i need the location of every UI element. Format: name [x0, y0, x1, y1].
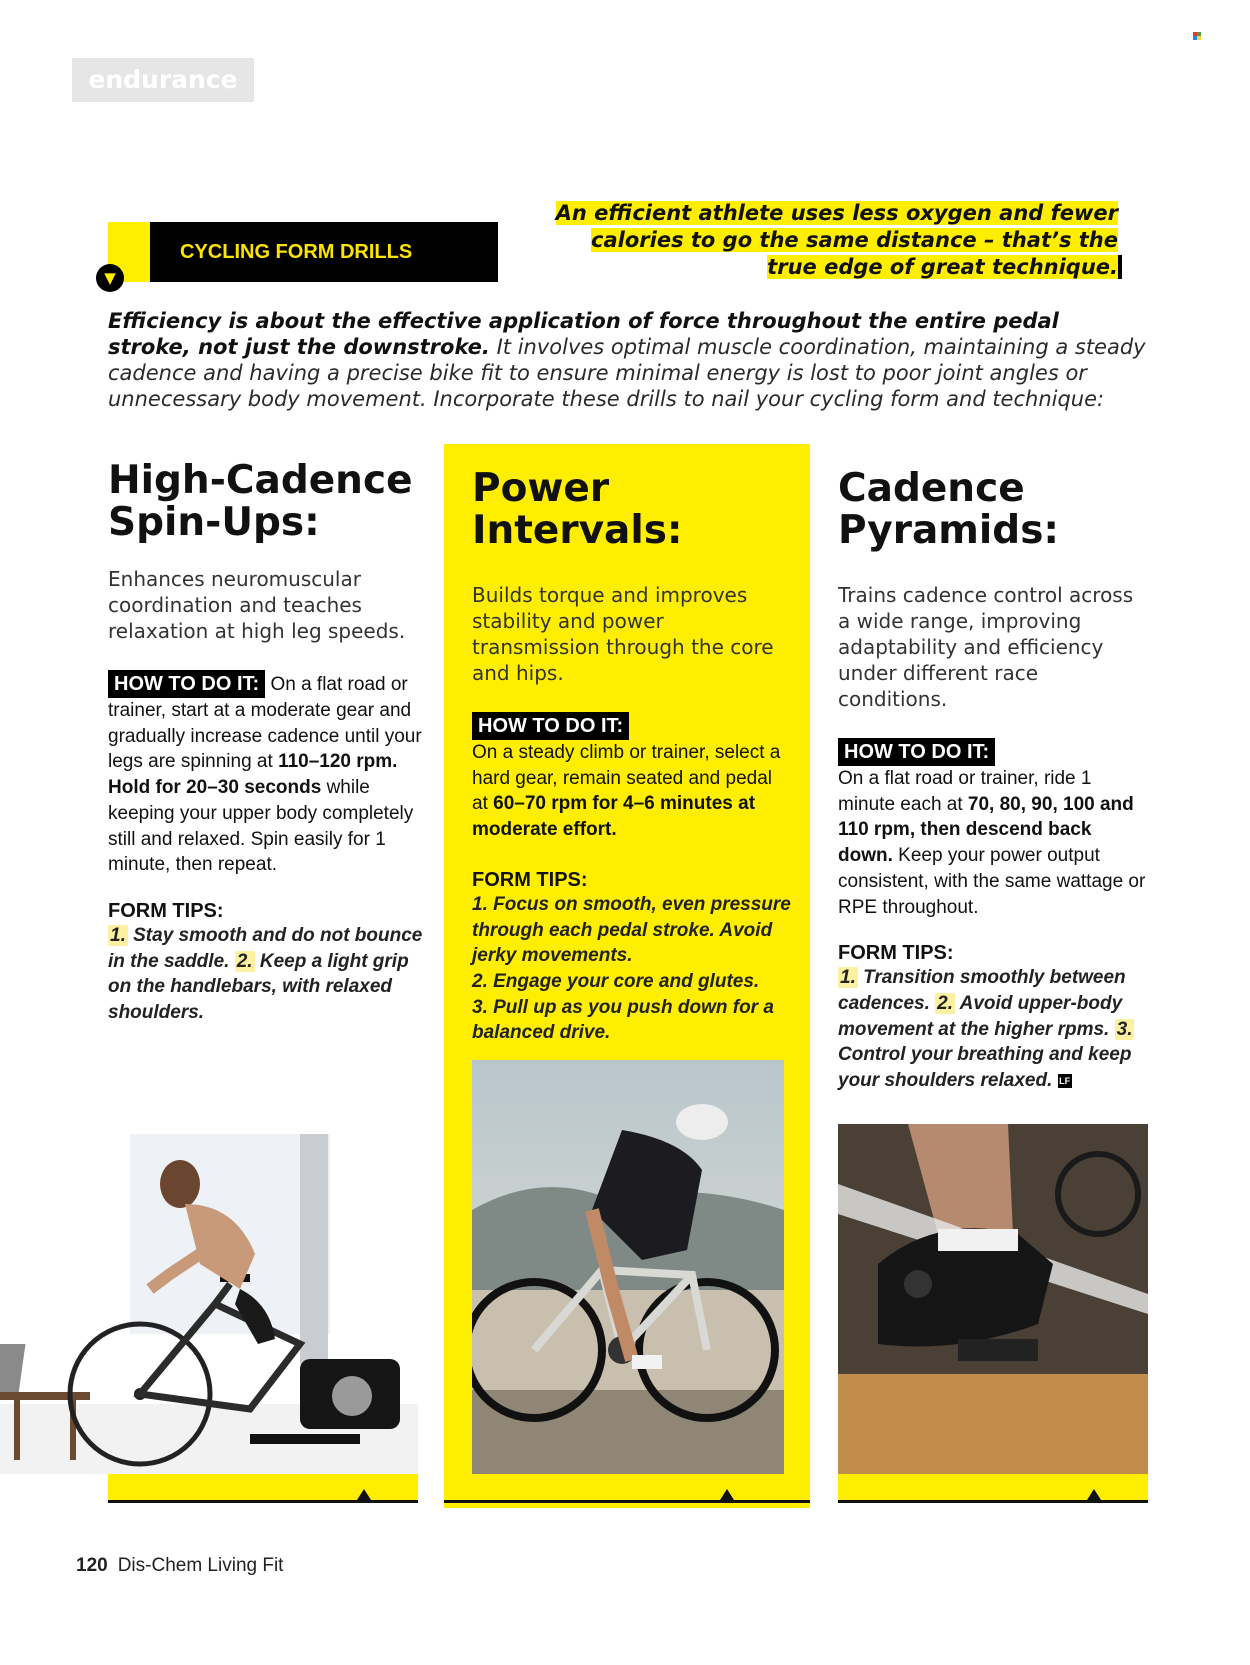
- howto-emphasis: 60–70 rpm for 4–6 minutes at moderate effort.: [472, 793, 756, 841]
- howto-label-row: [472, 712, 792, 740]
- drill-title: Power Intervals:: [472, 466, 683, 553]
- intro-lead: Efficiency is about the effective application of force throughout the entire pedal stroke, not just the downstroke.: [108, 309, 1059, 359]
- howto-emphasis: 110–120 rpm. Hold for 20–30 seconds: [108, 751, 398, 799]
- howto-text-end: Keep your power output consistent, with the same wattage or RPE throughout.: [838, 845, 1146, 918]
- tip-number: 3.: [1116, 1018, 1133, 1040]
- column-baseline: [444, 1500, 810, 1503]
- chevron-down-icon: ▼: [96, 264, 124, 292]
- photo-cycling-shoe: [838, 1124, 1148, 1474]
- howto-text: On a steady climb or trainer, select a hard gear, remain seated and pedal at: [472, 742, 781, 815]
- tip-item: 1. Focus on smooth, even pressure through each pedal stroke. Avoid jerky movements.: [472, 893, 791, 967]
- howto-text: On a flat road or trainer, start at a moderate gear and gradually increase cadence until your legs are spinning at: [108, 674, 422, 773]
- tip-number: 2.: [236, 950, 253, 972]
- drill-column-spin-ups: [108, 460, 428, 1026]
- drill-title: High-Cadence Spin-Ups:: [108, 458, 413, 545]
- tip-number: 1.: [110, 924, 126, 946]
- brand-dots-icon: [1193, 32, 1201, 40]
- pull-quote-text: An efficient athlete uses less oxygen and fewer calories to go the same distance – that’s the true edge of great technique.: [555, 201, 1118, 279]
- tips-label: FORM TIPS:: [108, 899, 224, 922]
- drill-column-cadence-pyramids: [838, 468, 1148, 1094]
- page-footer: [76, 1555, 283, 1577]
- photo-indoor-trainer: [0, 1134, 418, 1474]
- tip-item: 3. Pull up as you push down for a balanced drive.: [472, 996, 774, 1044]
- tips-label: FORM TIPS:: [838, 942, 954, 965]
- drill-howto: [108, 670, 428, 878]
- drill-description: Builds torque and improves stability and power transmission through the core and hips.: [472, 583, 774, 685]
- drill-howto: [472, 740, 792, 843]
- section-tag: endurance: [72, 58, 254, 102]
- tip-text: Transition smoothly between cadences.: [838, 967, 1126, 1014]
- photo-caption-strip: [838, 1474, 1148, 1500]
- end-mark-icon: LF: [1059, 1076, 1071, 1087]
- howto-label: HOW TO DO IT:: [108, 670, 265, 698]
- drill-howto: [838, 766, 1148, 920]
- howto-label: HOW TO DO IT:: [472, 712, 629, 740]
- tip-text: Avoid upper-body movement at the higher rpms.: [838, 992, 1123, 1040]
- intro-body: It involves optimal muscle coordination, maintaining a steady cadence and having a precise bike fit to ensure minimal energy is lost to poor joint angles or unnecessary body movement. Incorporate these drills to nail your cycling form and technique:: [108, 335, 1146, 411]
- howto-label-row: [838, 738, 1148, 766]
- triangle-marker-icon: [357, 1489, 371, 1500]
- column-baseline: [838, 1500, 1148, 1503]
- tips-text: [108, 923, 428, 1026]
- triangle-marker-icon: [720, 1489, 734, 1500]
- tip-text: Stay smooth and do not bounce in the saddle.: [108, 924, 423, 972]
- tips-label: FORM TIPS:: [472, 868, 588, 891]
- tip-text: Keep a light grip on the handlebars, with relaxed shoulders.: [108, 950, 409, 1024]
- howto-text: On a flat road or trainer, ride 1 minute each at: [838, 768, 1092, 815]
- publication-name: Dis-Chem Living Fit: [117, 1555, 284, 1576]
- howto-emphasis: 70, 80, 90, 100 and 110 rpm, then descend back down.: [838, 793, 1134, 867]
- drills-title: CYCLING FORM DRILLS: [150, 222, 498, 282]
- column-baseline: [108, 1500, 418, 1503]
- drills-header: [108, 222, 498, 282]
- drill-title: Cadence Pyramids:: [838, 466, 1060, 553]
- drill-column-power-intervals: [472, 468, 792, 1046]
- tips-text: [838, 965, 1148, 1094]
- howto-label: HOW TO DO IT:: [838, 738, 995, 766]
- tips-text: [472, 892, 792, 1046]
- tip-item: 2. Engage your core and glutes.: [472, 970, 760, 992]
- howto-text-end: while keeping your upper body completely still and relaxed. Spin easily for 1 minute, then repeat.: [108, 777, 414, 876]
- triangle-marker-icon: [1087, 1489, 1101, 1500]
- tip-number: 1.: [840, 967, 856, 989]
- drill-description: Enhances neuromuscular coordination and teaches relaxation at high leg speeds.: [108, 567, 406, 643]
- tip-text: Control your breathing and keep your shoulders relaxed.: [838, 1044, 1132, 1092]
- photo-caption-strip: [108, 1474, 418, 1500]
- tip-number: 2.: [937, 992, 954, 1014]
- pull-quote: [538, 200, 1118, 281]
- drill-description: Trains cadence control across a wide range, improving adaptability and efficiency under different race conditions.: [838, 583, 1134, 711]
- page-number: 120: [76, 1555, 108, 1576]
- intro-paragraph: [108, 308, 1148, 412]
- photo-road-cyclist: [472, 1060, 784, 1474]
